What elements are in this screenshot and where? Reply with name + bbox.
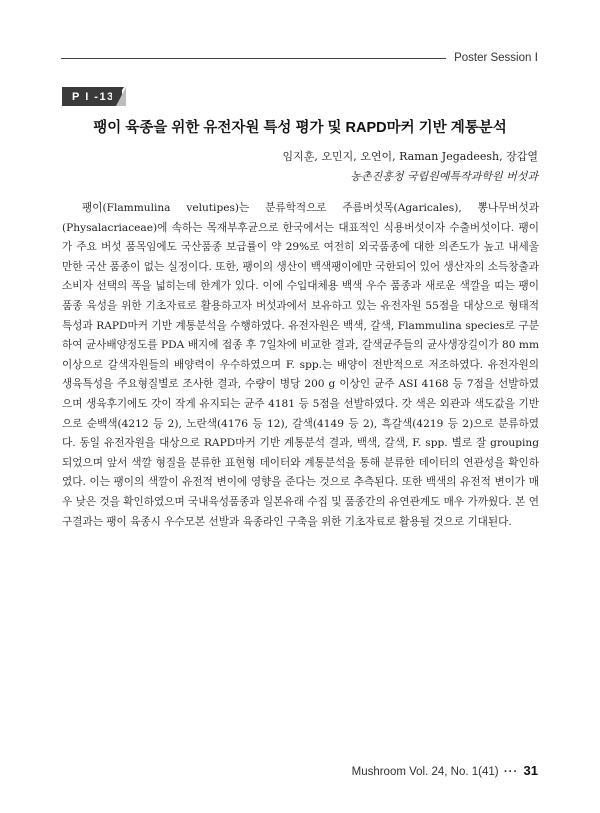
header-rule [61, 58, 446, 59]
session-label: Poster Session Ⅰ [454, 52, 538, 64]
poster-id-badge: P I -13 [62, 87, 122, 106]
abstract-paragraph: 팽이(Flammulina velutipes)는 분류학적으로 주름버섯목(Agaricales), 뽕나무버섯과(Physalacriaceae)에 속하는 목재부후균으로 한국에서는 대표적인 식용버섯이자 수출버섯이다. 팽이가 주요 버섯 품목임에도 국산품종 보급률이 약 29%로 여전히 외국품종에 대한 의존도가 높고 내세울 만한 국산 품종이 없는 실정이다. 또한, 팽이의 생산이 백색팽이에만 국한되어 있어 생산자의 소득창출과 소비자 선택의 폭을 넓히는데 한계가 있다. 이에 수입대체용 백색 우수 품종과 새로운 색깔을 띠는 팽이 품종 육성을 위한 기초자료로 활용하고자 버섯과에서 보유하고 있는 유전자원 55점을 대상으로 형태적 특성과 RAPD마커 기반 계통분석을 수행하였다. 유전자원은 백색, 갈색, Flammulina species로 구분하여 균사배양정도를 PDA 배지에 접종 후 7일차에 비교한 결과, 갈색균주들의 균사생장길이가 80 mm 이상으로 갈색자원들의 배양력이 우수하였으며 F. spp.는 배양이 전반적으로 저조하였다. 유전자원의 생육특성을 주요형질별로 조사한 결과, 수량이 병당 200 g 이상인 균주 ASI 4168 등 7점을 선발하였으며 생육후기에도 갓이 작게 유지되는 균주 4181 등 5점을 선발하였다. 갓 색은 외관과 색도값을 기반으로 순백색(4212 등 2), 노란색(4176 등 12), 갈색(4149 등 2), 흑갈색(4219 등 2)으로 분류하였다. 동일 유전자원을 대상으로 RAPD마커 기반 계통분석 결과, 백색, 갈색, F. spp. 별로 잘 grouping 되었으며 앞서 색깔 형질을 분류한 표현형 데이터와 계통분석을 통해 분류한 데이터의 연관성을 확인하였다. 이는 팽이의 색깔이 유전적 변이에 영향을 준다는 것으로 추측된다. 또한 백색의 유전적 변이가 매우 낮은 것을 확인하였으며 국내육성품종과 일본유래 수집 및 품종간의 유연관계도 매우 가까웠다. 본 연구결과는 팽이 육종시 우수모본 선발과 육종라인 구축을 위한 기초자료로 활용될 것으로 기대된다. [62, 202, 539, 528]
footer-separator: ··· [503, 766, 519, 778]
journal-citation: Mushroom Vol. 24, No. 1(41) [351, 766, 499, 778]
abstract-body [62, 199, 539, 532]
affiliation: 농촌진흥청 국립원예특작과학원 버섯과 [350, 170, 538, 183]
poster-title: 팽이 육종을 위한 유전자원 특성 평가 및 RAPD마커 기반 계통분석 [93, 120, 507, 136]
page-footer [352, 763, 538, 778]
badge-shade-shape [116, 87, 126, 106]
authors: 임지훈, 오민지, 오연이, Raman Jegadeesh, 장갑열 [282, 150, 538, 163]
page-number: 31 [523, 763, 538, 778]
